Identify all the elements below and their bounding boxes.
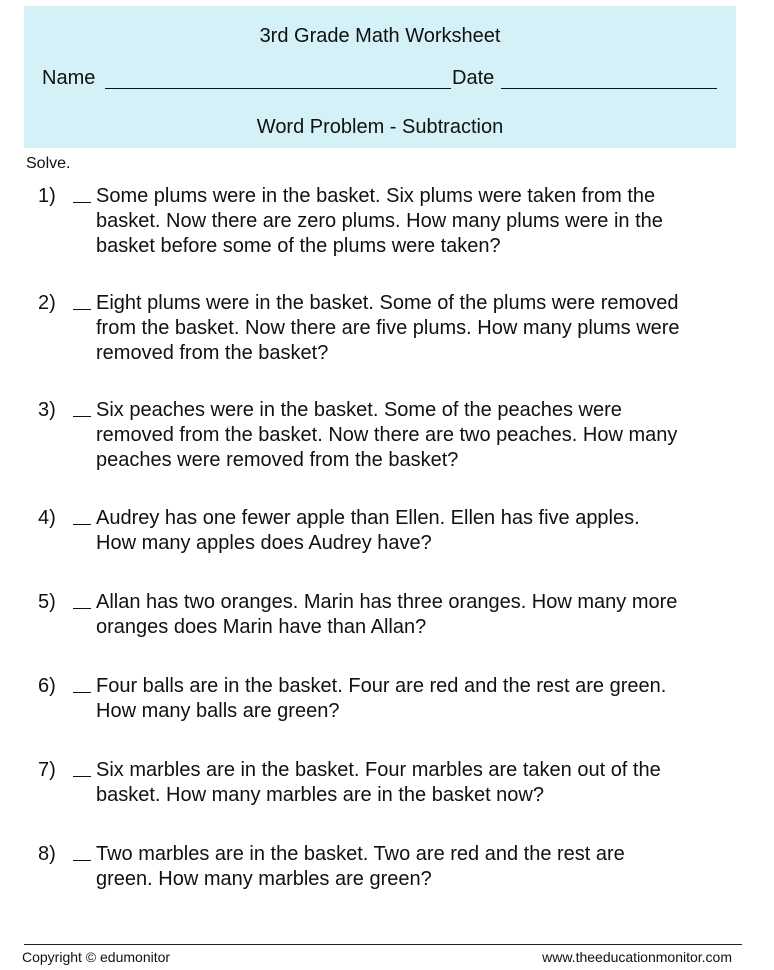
problem-number: 8) [38, 843, 56, 865]
problem-item [38, 506, 738, 556]
answer-blank[interactable] [73, 524, 91, 525]
problem-number: 5) [38, 591, 56, 613]
footer-website: www.theeducationmonitor.com [542, 949, 732, 965]
problem-item [38, 758, 738, 808]
answer-blank[interactable] [73, 776, 91, 777]
problem-item [38, 590, 738, 640]
problem-number: 7) [38, 759, 56, 781]
footer-divider [24, 944, 742, 945]
name-label: Name [42, 67, 96, 89]
name-date-row [42, 66, 718, 94]
problem-text: Some plums were in the basket. Six plums were taken from the basket. Now there are zero plums. How many plums were in the basket before some of the plums were taken? [96, 185, 663, 257]
answer-blank[interactable] [73, 202, 91, 203]
problem-text: Allan has two oranges. Marin has three oranges. How many more oranges does Marin have than Allan? [96, 591, 678, 638]
answer-blank[interactable] [73, 860, 91, 861]
name-field[interactable] [105, 88, 451, 89]
answer-blank[interactable] [73, 416, 91, 417]
problem-number: 3) [38, 399, 56, 421]
worksheet-subtitle: Word Problem - Subtraction [256, 116, 504, 138]
problem-number: 1) [38, 185, 56, 207]
problem-text: Two marbles are in the basket. Two are red and the rest are green. How many marbles are green? [96, 843, 625, 890]
problem-item [38, 674, 738, 724]
problem-text: Audrey has one fewer apple than Ellen. Ellen has five apples. How many apples does Audrey have? [96, 507, 640, 554]
answer-blank[interactable] [73, 608, 91, 609]
problem-item [38, 184, 738, 259]
problem-text: Four balls are in the basket. Four are red and the rest are green. How many balls are green? [96, 675, 667, 722]
worksheet-header [24, 6, 736, 148]
instruction-text: Solve. [26, 155, 71, 172]
answer-blank[interactable] [73, 692, 91, 693]
problem-text: Eight plums were in the basket. Some of the plums were removed from the basket. Now there are five plums. How many plums were removed from the basket? [96, 292, 680, 364]
date-field[interactable] [501, 88, 717, 89]
problem-text: Six marbles are in the basket. Four marbles are taken out of the basket. How many marbles are in the basket now? [96, 759, 661, 806]
problem-item [38, 291, 738, 366]
problem-text: Six peaches were in the basket. Some of the peaches were removed from the basket. Now there are two peaches. How many peaches were removed from the basket? [96, 399, 678, 471]
date-label: Date [452, 67, 495, 89]
worksheet-title: 3rd Grade Math Worksheet [259, 25, 501, 47]
problem-item [38, 842, 738, 892]
footer-copyright: Copyright © edumonitor [22, 949, 171, 965]
answer-blank[interactable] [73, 309, 91, 310]
problem-number: 6) [38, 675, 56, 697]
problem-number: 4) [38, 507, 56, 529]
problem-item [38, 398, 738, 473]
problem-number: 2) [38, 292, 56, 314]
